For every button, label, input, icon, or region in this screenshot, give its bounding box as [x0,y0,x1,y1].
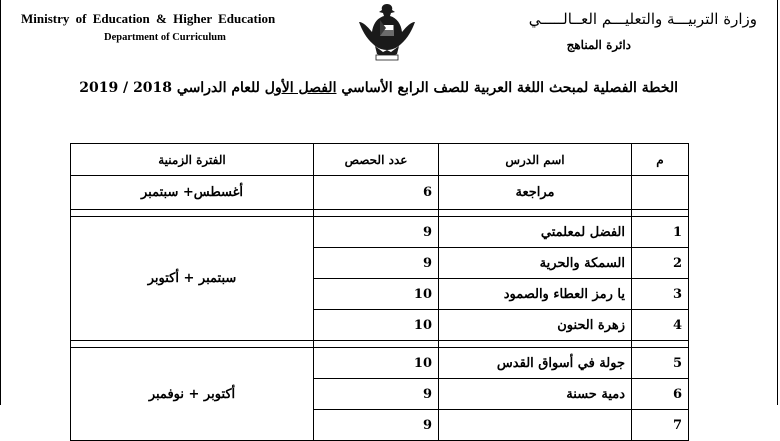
header-lesson: اسم الدرس [439,144,632,176]
row-lesson: يا رمز العطاء والصمود [439,279,632,310]
review-lesson: مراجعة [439,176,632,210]
row-lesson [439,410,632,441]
department-name-ar: دائرة المناهج [566,38,631,52]
lesson-plan-table [70,143,689,441]
header-period: الفترة الزمنية [71,144,314,176]
row-sessions: 10 [314,348,439,379]
table-row [71,348,689,379]
row-lesson: الفضل لمعلمتي [439,217,632,248]
row-sessions: 10 [314,310,439,341]
plan-title-part-1: الخطة الفصلية لمبحث اللغة العربية للصف الرابع الأساسي [336,80,678,96]
review-row [71,176,689,210]
ministry-name-ar: وزارة التربيـــة والتعليـــم العــالـــــي [528,10,757,28]
table-row [71,217,689,248]
row-lesson: السمكة والحرية [439,248,632,279]
plan-title-semester: الفصل الأول [264,80,337,96]
header-number: م [632,144,689,176]
row-number: 3 [632,279,689,310]
plan-title-part-2: للعام الدراسي 2018 / 2019 [79,80,265,96]
row-number: 2 [632,248,689,279]
row-sessions: 9 [314,410,439,441]
ministry-name-en: Ministry of Education & Higher Education [21,11,276,26]
row-sessions: 9 [314,248,439,279]
row-number: 1 [632,217,689,248]
row-lesson: زهرة الحنون [439,310,632,341]
row-sessions: 9 [314,217,439,248]
eagle-emblem-icon [357,0,417,62]
header-sessions: عدد الحصص [314,144,439,176]
table-spacer-row [71,341,689,348]
row-number: 6 [632,379,689,410]
row-number: 7 [632,410,689,441]
row-lesson: دمية حسنة [439,379,632,410]
review-number [632,176,689,210]
row-sessions: 9 [314,379,439,410]
review-sessions: 6 [314,176,439,210]
period-group-1: سبتمبر + أكتوبر [71,217,314,341]
row-number: 5 [632,348,689,379]
row-lesson: جولة في أسواق القدس [439,348,632,379]
table-spacer-row [71,210,689,217]
table-header-row [71,144,689,176]
review-period: أغسطس+ سبتمبر [71,176,314,210]
department-name-en: Department of Curriculum [104,32,226,43]
plan-title [79,80,678,96]
period-group-2: أكتوبر + نوفمبر [71,348,314,441]
row-number: 4 [632,310,689,341]
row-sessions: 10 [314,279,439,310]
